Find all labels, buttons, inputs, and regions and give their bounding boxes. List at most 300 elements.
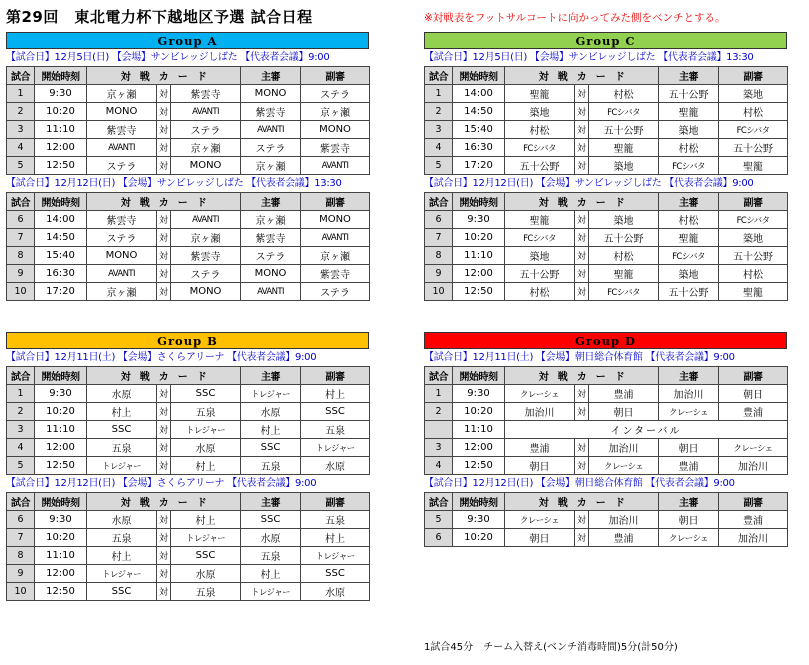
assistant-referee: 京ヶ瀬 — [301, 247, 370, 265]
column-header: 副審 — [301, 193, 370, 211]
match-number: 3 — [7, 121, 35, 139]
table-header-row — [7, 493, 370, 511]
vs-label: 対 — [157, 421, 171, 439]
column-header: 副審 — [719, 493, 788, 511]
assistant-referee: 五十公野 — [719, 247, 788, 265]
away-team: MONO — [171, 157, 241, 175]
start-time: 10:20 — [35, 103, 87, 121]
vs-label: 対 — [157, 85, 171, 103]
session-info: 【試合日】12月12日(日) 【会場】朝日総合体育館 【代表者会議】9:00 — [424, 478, 735, 489]
away-team: 紫雲寺 — [171, 247, 241, 265]
main-referee: ステラ — [241, 139, 301, 157]
assistant-referee: 紫雲寺 — [301, 139, 370, 157]
group-a — [6, 32, 369, 301]
start-time: 17:20 — [453, 157, 505, 175]
match-number: 7 — [7, 229, 35, 247]
start-time: 15:40 — [35, 247, 87, 265]
group-c — [424, 32, 787, 301]
assistant-referee: 五十公野 — [719, 139, 788, 157]
assistant-referee: クレーシェ — [719, 439, 788, 457]
start-time: 10:20 — [453, 229, 505, 247]
table-header-row — [425, 367, 788, 385]
start-time: 9:30 — [453, 211, 505, 229]
schedule-table — [424, 366, 788, 475]
home-team: MONO — [87, 103, 157, 121]
group-header: Group B — [6, 332, 369, 349]
main-referee: 村松 — [659, 211, 719, 229]
vs-label: 対 — [157, 529, 171, 547]
home-team: 築地 — [505, 247, 575, 265]
table-header-row — [425, 493, 788, 511]
start-time: 15:40 — [453, 121, 505, 139]
main-referee: FCシバタ — [659, 157, 719, 175]
main-referee: 築地 — [659, 265, 719, 283]
assistant-referee: 水原 — [301, 457, 370, 475]
schedule-table — [424, 66, 788, 175]
vs-label: 対 — [575, 157, 589, 175]
session-info: 【試合日】12月11日(土) 【会場】朝日総合体育館 【代表者会議】9:00 — [424, 352, 735, 363]
match-number: 6 — [425, 529, 453, 547]
schedule-table — [424, 492, 788, 547]
table-header-row — [425, 193, 788, 211]
start-time: 16:30 — [453, 139, 505, 157]
home-team: 五泉 — [87, 439, 157, 457]
vs-label: 対 — [575, 211, 589, 229]
group-header: Group D — [424, 332, 787, 349]
match-number: 6 — [425, 211, 453, 229]
away-team: 聖籠 — [589, 265, 659, 283]
page-title: 第29回 東北電力杯下越地区予選 試合日程 — [6, 8, 313, 26]
vs-label: 対 — [575, 229, 589, 247]
column-header: 主審 — [659, 367, 719, 385]
main-referee: AVANTI — [241, 283, 301, 301]
column-header: 副審 — [719, 193, 788, 211]
home-team: SSC — [87, 421, 157, 439]
assistant-referee: FCシバタ — [719, 211, 788, 229]
footer-note: 1試合45分 チーム入替え(ベンチ消毒時間)5分(計50分) — [424, 642, 678, 653]
away-team: 紫雲寺 — [171, 85, 241, 103]
vs-label: 対 — [157, 211, 171, 229]
schedule-table — [6, 492, 370, 601]
table-row — [425, 103, 788, 121]
column-header: 主審 — [659, 493, 719, 511]
main-referee: MONO — [241, 265, 301, 283]
table-row — [425, 439, 788, 457]
home-team: 豊浦 — [505, 439, 575, 457]
column-header: 試合 — [7, 67, 35, 85]
vs-label: 対 — [157, 139, 171, 157]
away-team: 村松 — [589, 247, 659, 265]
column-header: 対 戦 カ ー ド — [87, 367, 241, 385]
main-referee: 朝日 — [659, 439, 719, 457]
bench-note: ※対戦表をフットサルコートに向かってみた側をベンチとする。 — [424, 12, 726, 24]
group-header: Group C — [424, 32, 787, 49]
away-team: 五十公野 — [589, 121, 659, 139]
start-time: 9:30 — [35, 511, 87, 529]
column-header: 副審 — [719, 67, 788, 85]
assistant-referee: MONO — [301, 211, 370, 229]
main-referee: クレーシェ — [659, 529, 719, 547]
start-time: 9:30 — [35, 85, 87, 103]
home-team: 村上 — [87, 547, 157, 565]
main-referee: トレジャー — [241, 583, 301, 601]
home-team: 聖籠 — [505, 85, 575, 103]
start-time: 9:30 — [453, 511, 505, 529]
table-row — [425, 247, 788, 265]
away-team: 京ヶ瀬 — [171, 139, 241, 157]
main-referee: SSC — [241, 511, 301, 529]
assistant-referee: 五泉 — [301, 511, 370, 529]
start-time: 14:00 — [453, 85, 505, 103]
column-header: 対 戦 カ ー ド — [87, 67, 241, 85]
column-header: 開始時刻 — [453, 193, 505, 211]
home-team: 聖籠 — [505, 211, 575, 229]
main-referee: 五十公野 — [659, 85, 719, 103]
away-team: 五十公野 — [589, 229, 659, 247]
match-number: 10 — [7, 283, 35, 301]
away-team: 聖籠 — [589, 139, 659, 157]
start-time: 16:30 — [35, 265, 87, 283]
table-row — [425, 139, 788, 157]
table-row — [425, 85, 788, 103]
start-time: 17:20 — [35, 283, 87, 301]
match-number: 8 — [7, 547, 35, 565]
home-team: SSC — [87, 583, 157, 601]
table-row — [7, 265, 370, 283]
main-referee: 築地 — [659, 121, 719, 139]
start-time: 12:00 — [453, 265, 505, 283]
start-time: 12:00 — [453, 439, 505, 457]
home-team: AVANTI — [87, 265, 157, 283]
table-row — [7, 565, 370, 583]
column-header: 試合 — [7, 193, 35, 211]
column-header: 開始時刻 — [453, 67, 505, 85]
away-team: 水原 — [171, 439, 241, 457]
vs-label: 対 — [575, 511, 589, 529]
match-number: 9 — [425, 265, 453, 283]
column-header: 試合 — [425, 367, 453, 385]
vs-label: 対 — [575, 121, 589, 139]
column-header: 試合 — [425, 67, 453, 85]
main-referee: トレジャー — [241, 385, 301, 403]
match-number: 2 — [7, 403, 35, 421]
match-number: 1 — [425, 85, 453, 103]
start-time: 12:50 — [35, 583, 87, 601]
home-team: ステラ — [87, 157, 157, 175]
match-number: 7 — [425, 229, 453, 247]
vs-label: 対 — [575, 265, 589, 283]
column-header: 主審 — [659, 193, 719, 211]
main-referee: 水原 — [241, 529, 301, 547]
table-header-row — [425, 67, 788, 85]
assistant-referee: SSC — [301, 403, 370, 421]
start-time: 9:30 — [35, 385, 87, 403]
home-team: 紫雲寺 — [87, 121, 157, 139]
assistant-referee: ステラ — [301, 85, 370, 103]
home-team: FCシバタ — [505, 139, 575, 157]
start-time: 12:00 — [35, 565, 87, 583]
table-row — [7, 385, 370, 403]
main-referee: 村上 — [241, 421, 301, 439]
group-header: Group A — [6, 32, 369, 49]
table-row — [7, 511, 370, 529]
start-time: 11:10 — [35, 547, 87, 565]
vs-label: 対 — [575, 283, 589, 301]
table-row — [7, 457, 370, 475]
assistant-referee: 五泉 — [301, 421, 370, 439]
home-team: 五泉 — [87, 529, 157, 547]
vs-label: 対 — [157, 547, 171, 565]
main-referee: 五泉 — [241, 547, 301, 565]
start-time: 11:10 — [35, 421, 87, 439]
start-time: 14:50 — [453, 103, 505, 121]
vs-label: 対 — [157, 265, 171, 283]
column-header: 対 戦 カ ー ド — [87, 193, 241, 211]
away-team: FCシバタ — [589, 283, 659, 301]
away-team: SSC — [171, 385, 241, 403]
start-time: 9:30 — [453, 385, 505, 403]
vs-label: 対 — [157, 583, 171, 601]
column-header: 開始時刻 — [453, 367, 505, 385]
match-number: 1 — [7, 85, 35, 103]
away-team: MONO — [171, 283, 241, 301]
home-team: クレーシェ — [505, 385, 575, 403]
home-team: 水原 — [87, 511, 157, 529]
assistant-referee: 豊浦 — [719, 403, 788, 421]
main-referee: FCシバタ — [659, 247, 719, 265]
main-referee: 京ヶ瀬 — [241, 211, 301, 229]
home-team: 水原 — [87, 385, 157, 403]
start-time: 10:20 — [35, 403, 87, 421]
assistant-referee: 豊浦 — [719, 511, 788, 529]
away-team: 水原 — [171, 565, 241, 583]
schedule-table — [6, 366, 370, 475]
table-row — [7, 229, 370, 247]
match-number: 4 — [425, 139, 453, 157]
assistant-referee: 水原 — [301, 583, 370, 601]
column-header: 対 戦 カ ー ド — [87, 493, 241, 511]
start-time: 12:00 — [35, 139, 87, 157]
assistant-referee: 村上 — [301, 385, 370, 403]
table-header-row — [7, 67, 370, 85]
table-row — [7, 139, 370, 157]
match-number: 9 — [7, 565, 35, 583]
assistant-referee: SSC — [301, 565, 370, 583]
table-row — [425, 457, 788, 475]
start-time: 14:50 — [35, 229, 87, 247]
column-header: 主審 — [241, 193, 301, 211]
table-row — [7, 211, 370, 229]
start-time: 12:50 — [453, 283, 505, 301]
assistant-referee: AVANTI — [301, 157, 370, 175]
group-b — [6, 332, 369, 601]
session-info: 【試合日】12月5日(日) 【会場】サンビレッジしばた 【代表者会議】9:00 — [6, 52, 330, 63]
away-team: FCシバタ — [589, 103, 659, 121]
table-row — [425, 211, 788, 229]
column-header: 試合 — [425, 193, 453, 211]
column-header: 対 戦 カ ー ド — [505, 193, 659, 211]
table-row — [7, 439, 370, 457]
home-team: トレジャー — [87, 457, 157, 475]
away-team: クレーシェ — [589, 457, 659, 475]
assistant-referee: 築地 — [719, 85, 788, 103]
column-header: 副審 — [301, 67, 370, 85]
vs-label: 対 — [157, 439, 171, 457]
vs-label: 対 — [575, 247, 589, 265]
start-time: 12:50 — [35, 457, 87, 475]
home-team: 村松 — [505, 283, 575, 301]
start-time: 14:00 — [35, 211, 87, 229]
table-row — [7, 85, 370, 103]
main-referee: 朝日 — [659, 511, 719, 529]
match-number: 3 — [425, 121, 453, 139]
vs-label: 対 — [575, 85, 589, 103]
table-row — [7, 157, 370, 175]
vs-label: 対 — [157, 121, 171, 139]
away-team: 豊浦 — [589, 385, 659, 403]
table-row — [425, 421, 788, 439]
table-row — [425, 229, 788, 247]
match-number: 4 — [7, 439, 35, 457]
session-info: 【試合日】12月12日(日) 【会場】さくらアリーナ 【代表者会議】9:00 — [6, 478, 317, 489]
away-team: トレジャー — [171, 421, 241, 439]
column-header: 副審 — [301, 367, 370, 385]
match-number: 7 — [7, 529, 35, 547]
home-team: クレーシェ — [505, 511, 575, 529]
table-row — [425, 385, 788, 403]
match-number: 3 — [425, 439, 453, 457]
assistant-referee: 紫雲寺 — [301, 265, 370, 283]
assistant-referee: 村上 — [301, 529, 370, 547]
column-header: 試合 — [425, 493, 453, 511]
main-referee: 五十公野 — [659, 283, 719, 301]
start-time: 12:50 — [453, 457, 505, 475]
away-team: ステラ — [171, 265, 241, 283]
assistant-referee: FCシバタ — [719, 121, 788, 139]
table-row — [7, 421, 370, 439]
main-referee: 紫雲寺 — [241, 103, 301, 121]
vs-label: 対 — [157, 457, 171, 475]
session-info: 【試合日】12月12日(日) 【会場】サンビレッジしばた 【代表者会議】9:00 — [424, 178, 754, 189]
main-referee: AVANTI — [241, 121, 301, 139]
assistant-referee: 加治川 — [719, 457, 788, 475]
table-row — [7, 283, 370, 301]
home-team: 京ヶ瀬 — [87, 283, 157, 301]
assistant-referee: AVANTI — [301, 229, 370, 247]
table-row — [7, 121, 370, 139]
match-number: 2 — [425, 403, 453, 421]
table-row — [7, 403, 370, 421]
start-time: 11:10 — [35, 121, 87, 139]
home-team: 朝日 — [505, 529, 575, 547]
assistant-referee: MONO — [301, 121, 370, 139]
start-time: 10:20 — [35, 529, 87, 547]
home-team: トレジャー — [87, 565, 157, 583]
session-info: 【試合日】12月11日(土) 【会場】さくらアリーナ 【代表者会議】9:00 — [6, 352, 317, 363]
match-number: 1 — [7, 385, 35, 403]
home-team: 紫雲寺 — [87, 211, 157, 229]
table-row — [425, 511, 788, 529]
column-header: 開始時刻 — [35, 67, 87, 85]
match-number: 5 — [7, 157, 35, 175]
main-referee: 村松 — [659, 139, 719, 157]
assistant-referee: 加治川 — [719, 529, 788, 547]
table-row — [425, 121, 788, 139]
match-number: 9 — [7, 265, 35, 283]
main-referee: 豊浦 — [659, 457, 719, 475]
vs-label: 対 — [575, 139, 589, 157]
vs-label: 対 — [575, 439, 589, 457]
away-team: 加治川 — [589, 511, 659, 529]
table-header-row — [7, 193, 370, 211]
away-team: AVANTI — [171, 103, 241, 121]
match-number: 4 — [7, 139, 35, 157]
main-referee: クレーシェ — [659, 403, 719, 421]
match-number — [425, 421, 453, 439]
match-number: 6 — [7, 511, 35, 529]
assistant-referee: 京ヶ瀬 — [301, 103, 370, 121]
match-number: 2 — [7, 103, 35, 121]
table-row — [7, 103, 370, 121]
away-team: SSC — [171, 547, 241, 565]
main-referee: 聖籠 — [659, 103, 719, 121]
away-team: AVANTI — [171, 211, 241, 229]
vs-label: 対 — [157, 157, 171, 175]
table-row — [425, 529, 788, 547]
group-d — [424, 332, 787, 547]
match-number: 6 — [7, 211, 35, 229]
vs-label: 対 — [157, 103, 171, 121]
assistant-referee: 聖籠 — [719, 157, 788, 175]
away-team: 五泉 — [171, 583, 241, 601]
table-row — [7, 529, 370, 547]
start-time: 12:00 — [35, 439, 87, 457]
assistant-referee: 築地 — [719, 229, 788, 247]
column-header: 主審 — [659, 67, 719, 85]
away-team: 京ヶ瀬 — [171, 229, 241, 247]
vs-label: 対 — [157, 229, 171, 247]
table-row — [7, 247, 370, 265]
table-row — [425, 403, 788, 421]
match-number: 4 — [425, 457, 453, 475]
start-time: 10:20 — [453, 529, 505, 547]
away-team: 村松 — [589, 85, 659, 103]
away-team: 豊浦 — [589, 529, 659, 547]
match-number: 2 — [425, 103, 453, 121]
home-team: MONO — [87, 247, 157, 265]
home-team: 五十公野 — [505, 157, 575, 175]
main-referee: ステラ — [241, 247, 301, 265]
main-referee: 京ヶ瀬 — [241, 157, 301, 175]
match-number: 5 — [425, 511, 453, 529]
away-team: 五泉 — [171, 403, 241, 421]
away-team: 村上 — [171, 457, 241, 475]
schedule-table — [6, 192, 370, 301]
vs-label: 対 — [575, 529, 589, 547]
main-referee: 五泉 — [241, 457, 301, 475]
home-team: AVANTI — [87, 139, 157, 157]
table-row — [425, 265, 788, 283]
match-number: 10 — [425, 283, 453, 301]
main-referee: 紫雲寺 — [241, 229, 301, 247]
start-time: 11:10 — [453, 421, 505, 439]
vs-label: 対 — [575, 457, 589, 475]
match-number: 10 — [7, 583, 35, 601]
vs-label: 対 — [157, 385, 171, 403]
table-row — [425, 157, 788, 175]
home-team: ステラ — [87, 229, 157, 247]
vs-label: 対 — [575, 403, 589, 421]
